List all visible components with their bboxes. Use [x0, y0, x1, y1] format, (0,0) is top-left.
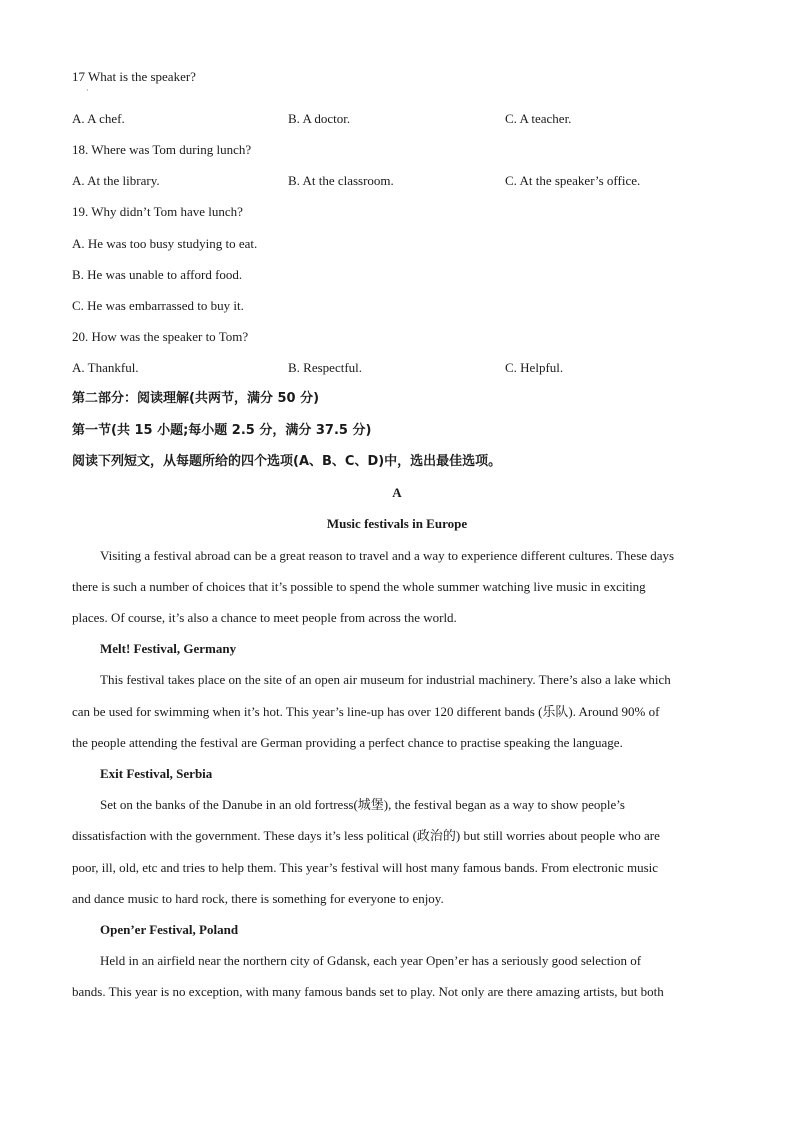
exit-line-2: dissatisfaction with the government. These days it’s less political (政治的) but still worries about people who are — [72, 828, 660, 843]
passage-title: Music festivals in Europe — [326, 516, 468, 531]
stray-mark: · — [86, 86, 89, 95]
melt-line-3: the people attending the festival are German providing a perfect chance to practise speaking the language. — [72, 735, 623, 750]
festival-heading-opener: Open’er Festival, Poland — [100, 922, 239, 937]
exit-line-3: poor, ill, old, etc and tries to help them. This year’s festival will host many famous bands. From electronic music — [72, 860, 659, 875]
melt-line-1: This festival takes place on the site of an open air museum for industrial machinery. There’s also a lake which — [100, 672, 671, 687]
exit-line-4: and dance music to hard rock, there is something for everyone to enjoy. — [72, 891, 444, 906]
opener-line-2: bands. This year is no exception, with many famous bands set to play. Not only are there amazing artists, but both — [72, 984, 664, 999]
intro-line-3: places. Of course, it’s also a chance to meet people from across the world. — [72, 610, 457, 625]
part-heading: 第二部分：阅读理解(共两节，满分 50 分) — [72, 391, 320, 406]
question-17: 17 What is the speaker? — [72, 69, 196, 84]
section-heading: 第一节(共 15 小题;每小题 2.5 分，满分 37.5 分) — [72, 423, 372, 438]
q17-option-b: B. A doctor. — [288, 111, 351, 126]
opener-line-1: Held in an airfield near the northern city of Gdansk, each year Open’er has a seriously good selection of — [100, 953, 642, 968]
intro-line-2: there is such a number of choices that it’s possible to spend the whole summer watching live music in exciting — [72, 579, 646, 594]
q18-option-a: A. At the library. — [72, 173, 160, 188]
q18-option-b: B. At the classroom. — [288, 173, 394, 188]
q20-option-a: A. Thankful. — [72, 360, 139, 375]
q19-option-b: B. He was unable to afford food. — [72, 267, 243, 282]
question-19: 19. Why didn’t Tom have lunch? — [72, 204, 243, 219]
q20-option-c: C. Helpful. — [505, 360, 564, 375]
q17-option-c: C. A teacher. — [505, 111, 572, 126]
q18-option-c: C. At the speaker’s office. — [505, 173, 641, 188]
intro-line-1: Visiting a festival abroad can be a great reason to travel and a way to experience different cultures. These days — [100, 548, 675, 563]
festival-heading-melt: Melt! Festival, Germany — [100, 641, 237, 656]
q19-option-a: A. He was too busy studying to eat. — [72, 236, 258, 251]
q17-option-a: A. A chef. — [72, 111, 125, 126]
question-18: 18. Where was Tom during lunch? — [72, 142, 252, 157]
question-20: 20. How was the speaker to Tom? — [72, 329, 249, 344]
passage-letter: A — [392, 485, 402, 500]
melt-line-2: can be used for swimming when it’s hot. This year’s line-up has over 120 different bands (乐队). Around 90% of — [72, 704, 660, 719]
exit-line-1: Set on the banks of the Danube in an old fortress(城堡), the festival began as a way to show people’s — [100, 797, 625, 812]
festival-heading-exit: Exit Festival, Serbia — [100, 766, 213, 781]
reading-instruction: 阅读下列短文，从每题所给的四个选项(A、B、C、D)中，选出最佳选项。 — [72, 454, 502, 469]
q20-option-b: B. Respectful. — [288, 360, 363, 375]
q19-option-c: C. He was embarrassed to buy it. — [72, 298, 244, 313]
